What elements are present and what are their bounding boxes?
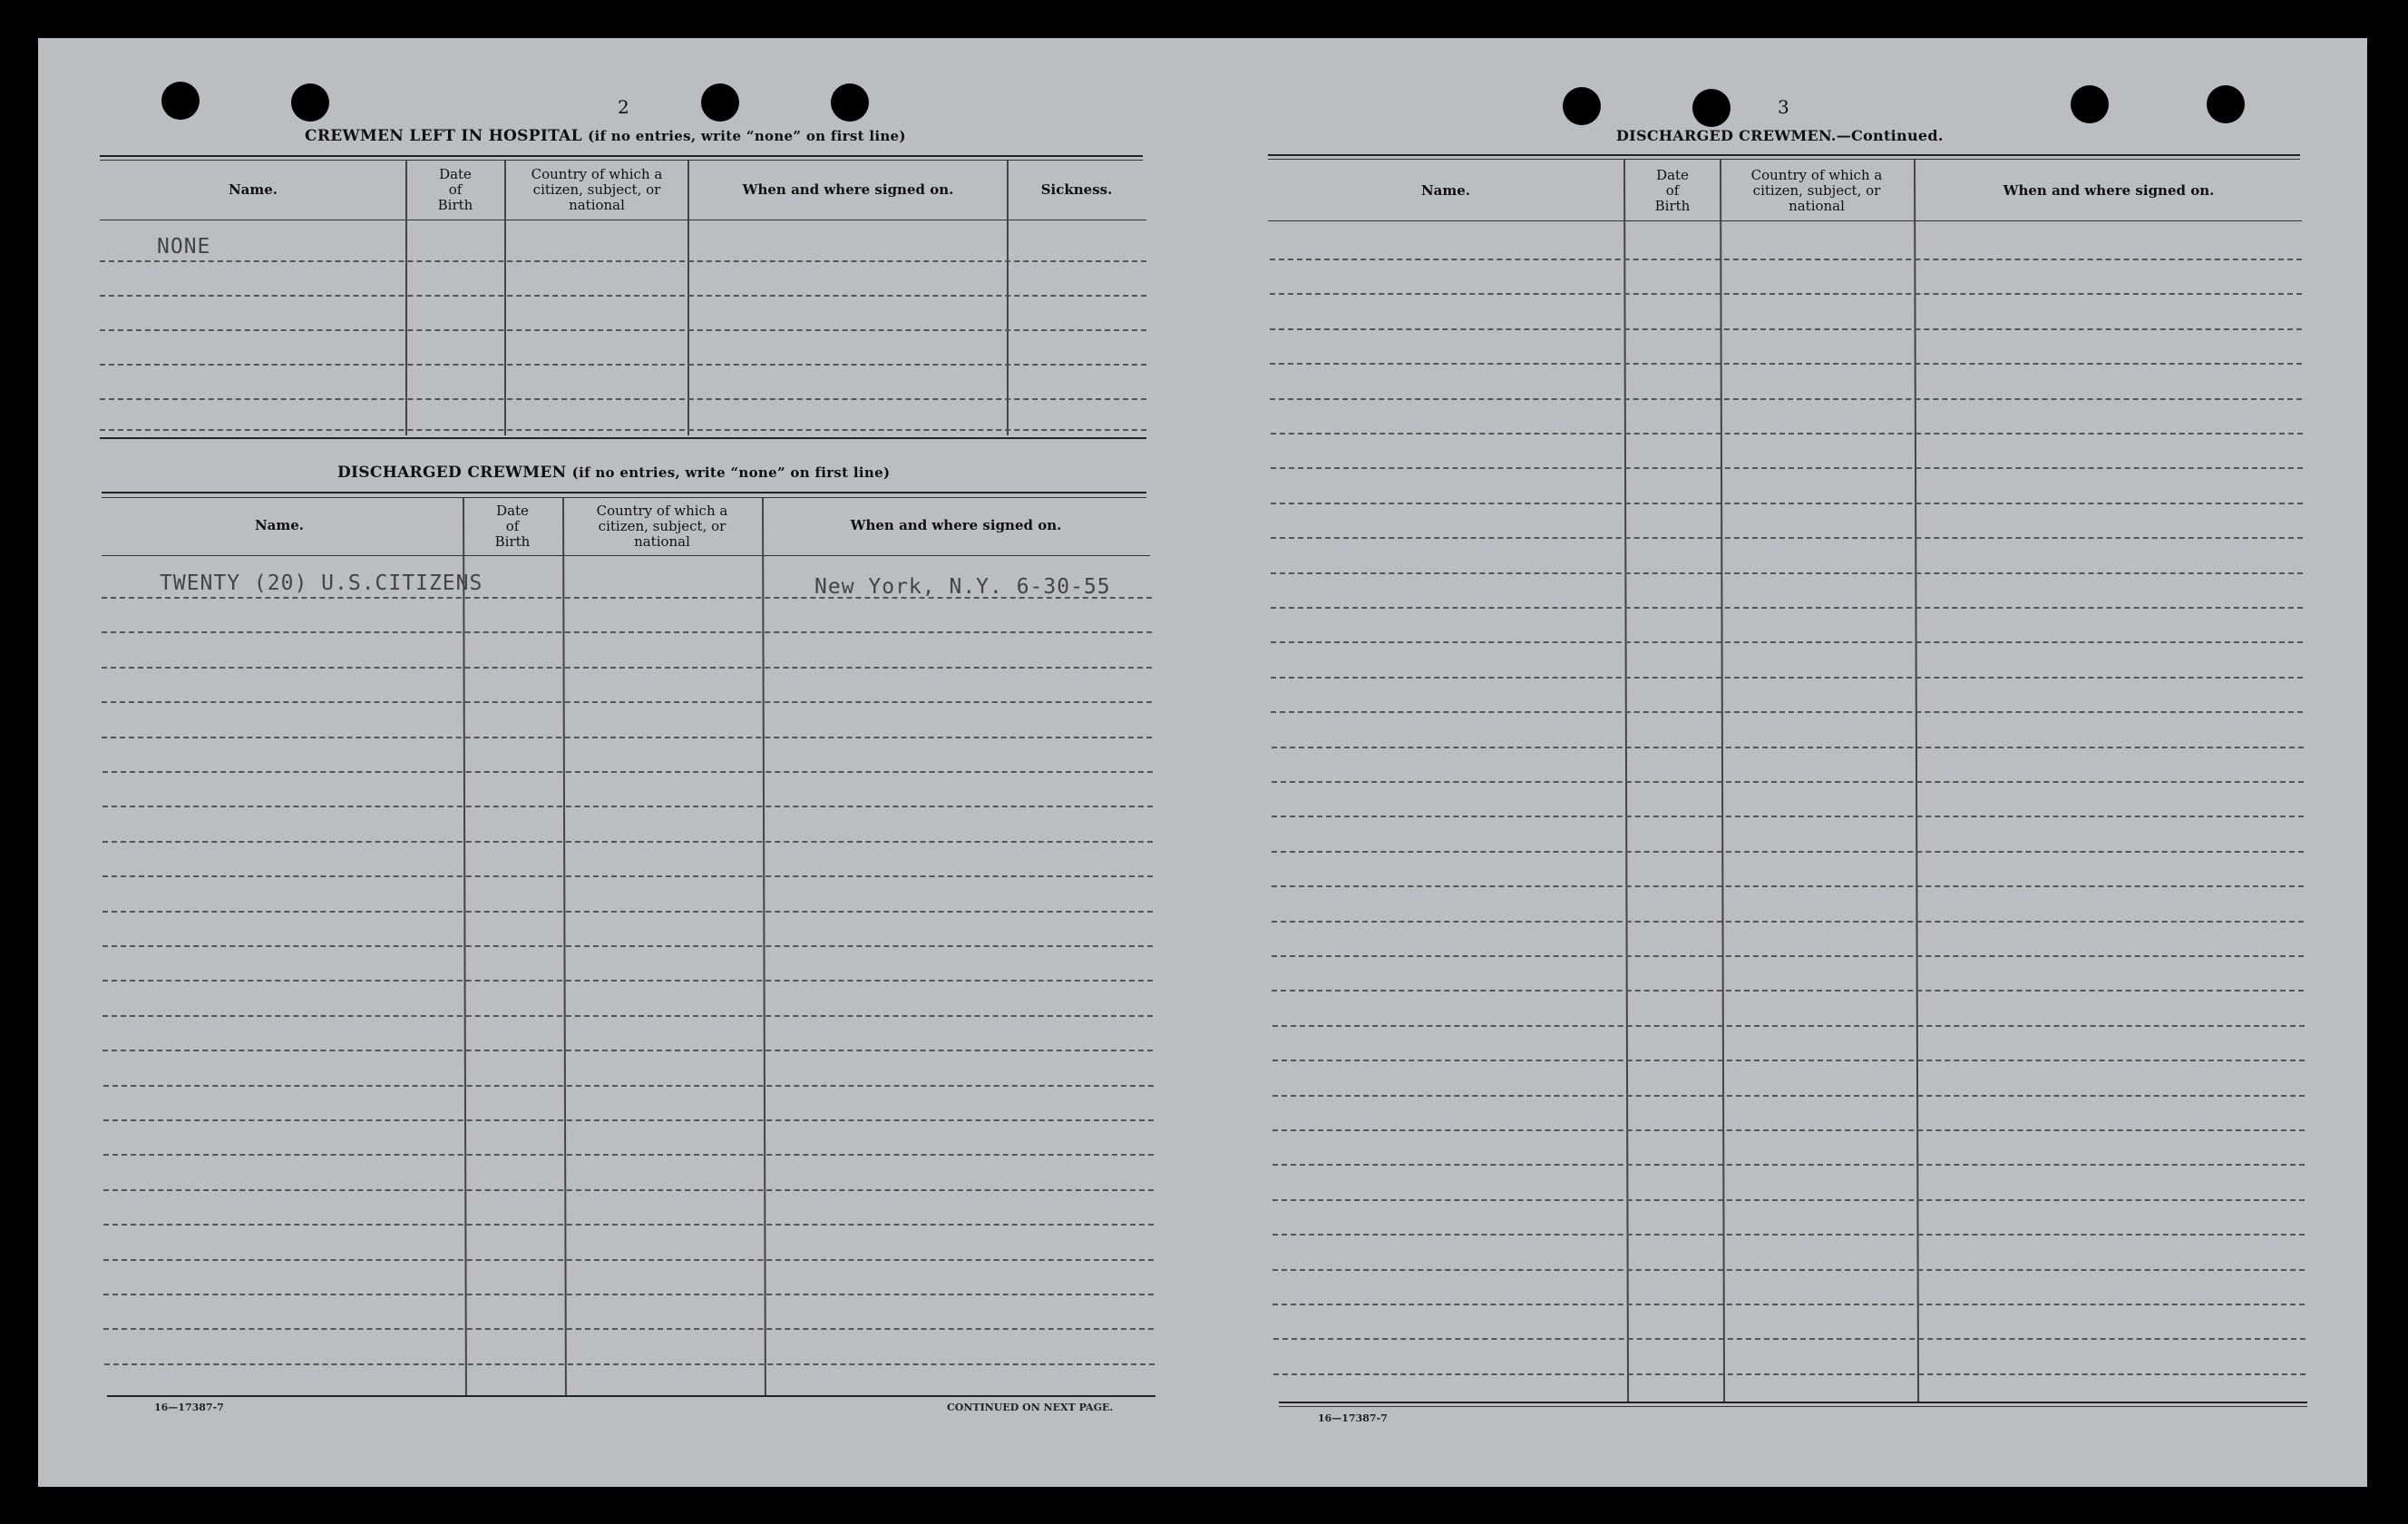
entry-line xyxy=(103,1085,1154,1087)
col-header-dob: Date of Birth xyxy=(437,166,473,213)
col-header-signed-on: When and where signed on. xyxy=(742,181,954,198)
col-divider xyxy=(405,161,407,435)
punch-hole xyxy=(2207,85,2245,123)
entry-line xyxy=(1270,328,2302,330)
page-number-right: 3 xyxy=(1778,96,1789,118)
punch-hole xyxy=(2071,85,2109,123)
entry-line xyxy=(100,329,1146,331)
entry-line xyxy=(1272,1164,2305,1166)
entry-line xyxy=(102,980,1153,982)
entry-line xyxy=(102,875,1153,877)
rule xyxy=(100,160,1143,161)
entry-line xyxy=(1272,990,2304,992)
entry-line xyxy=(1272,816,2304,817)
entry-line xyxy=(102,771,1153,773)
col-header-country: Country of which a citizen, subject, or national xyxy=(531,166,663,213)
entry-line xyxy=(1270,293,2302,295)
col-header-name: Name. xyxy=(228,181,278,198)
entry-line xyxy=(102,701,1152,703)
entry-line xyxy=(104,1363,1155,1365)
entry-line xyxy=(100,429,1146,431)
punch-hole xyxy=(1692,89,1730,127)
col-header-dob: Date of Birth xyxy=(494,503,531,550)
punch-hole xyxy=(1563,87,1601,125)
entry-line xyxy=(102,737,1152,738)
entry-line xyxy=(103,1154,1154,1156)
col-header-dob: Date of Birth xyxy=(1654,167,1691,214)
entry-line xyxy=(102,806,1153,807)
col-header-name: Name. xyxy=(254,517,305,533)
rule xyxy=(100,155,1143,157)
rule xyxy=(100,437,1146,439)
rule xyxy=(102,492,1146,493)
entry-line xyxy=(1270,363,2302,365)
entry-line xyxy=(1272,1304,2305,1305)
entry-line xyxy=(1272,1269,2305,1271)
entry-line xyxy=(1270,398,2302,400)
col-divider xyxy=(1007,161,1009,435)
entry-line xyxy=(1273,1373,2306,1375)
discharged-entry-name: TWENTY (20) U.S.CITIZENS xyxy=(160,572,483,595)
entry-line xyxy=(1271,711,2303,713)
col-header-sickness: Sickness. xyxy=(1040,181,1113,198)
entry-line xyxy=(1272,1060,2305,1061)
entry-line xyxy=(1271,572,2303,574)
rule xyxy=(102,555,1150,556)
entry-line xyxy=(100,364,1146,366)
rule xyxy=(1268,154,2300,156)
col-divider xyxy=(504,161,506,435)
entry-line xyxy=(1273,1338,2306,1340)
punch-hole xyxy=(161,82,200,120)
entry-line xyxy=(1271,607,2303,609)
col-header-signed-on: When and where signed on. xyxy=(2003,182,2215,199)
rule xyxy=(102,497,1146,498)
entry-line xyxy=(102,1050,1153,1051)
entry-line xyxy=(100,295,1146,297)
entry-line xyxy=(1271,641,2303,643)
rule xyxy=(107,1395,1155,1397)
entry-line xyxy=(1272,1199,2305,1201)
entry-line xyxy=(1272,921,2304,923)
entry-line xyxy=(102,1015,1153,1017)
hospital-title-note: (if no entries, write “none” on first line) xyxy=(588,128,906,144)
entry-line xyxy=(1272,955,2304,957)
entry-line xyxy=(1271,433,2303,435)
entry-line xyxy=(103,1294,1154,1295)
form-number-right: 16—17387-7 xyxy=(1318,1412,1388,1424)
entry-line xyxy=(1272,885,2304,887)
continued-note: CONTINUED ON NEXT PAGE. xyxy=(947,1402,1114,1413)
entry-line xyxy=(102,841,1153,843)
rule xyxy=(1279,1406,2307,1407)
entry-line xyxy=(1272,851,2304,853)
punch-hole xyxy=(831,83,869,122)
entry-line xyxy=(1272,781,2304,783)
entry-line xyxy=(103,1224,1154,1226)
entry-line xyxy=(103,1189,1154,1191)
col-divider xyxy=(687,161,689,435)
entry-line xyxy=(1272,747,2304,748)
entry-line xyxy=(1272,1095,2305,1097)
discharged-title-text: DISCHARGED CREWMEN xyxy=(337,464,567,482)
hospital-title-text: CREWMEN LEFT IN HOSPITAL xyxy=(305,127,582,145)
hospital-section-title xyxy=(305,127,906,145)
entry-line xyxy=(1271,537,2303,539)
punch-hole xyxy=(291,83,329,122)
rule xyxy=(1279,1402,2307,1403)
col-header-name: Name. xyxy=(1420,182,1471,199)
page-number-left: 2 xyxy=(618,96,629,118)
form-number-left: 16—17387-7 xyxy=(154,1402,224,1413)
discharged-title-note: (if no entries, write “none” on first line) xyxy=(571,464,891,481)
rule xyxy=(1268,159,2300,160)
entry-line xyxy=(1270,259,2302,260)
entry-line xyxy=(100,260,1146,262)
entry-line xyxy=(103,1119,1154,1121)
right-section-title: DISCHARGED CREWMEN.—Continued. xyxy=(1616,127,1944,144)
punch-hole xyxy=(701,83,739,122)
col-header-country: Country of which a citizen, subject, or national xyxy=(596,503,728,550)
entry-line xyxy=(103,1328,1154,1330)
entry-line xyxy=(102,667,1152,669)
col-header-signed-on: When and where signed on. xyxy=(850,517,1062,533)
entry-line xyxy=(102,945,1153,947)
discharged-section-title xyxy=(337,464,890,482)
entry-line xyxy=(103,1259,1154,1261)
entry-line xyxy=(1271,467,2303,469)
entry-line xyxy=(1272,1025,2305,1027)
entry-line xyxy=(102,911,1153,913)
rule xyxy=(1268,220,2302,221)
entry-line xyxy=(100,398,1146,400)
discharged-entry-signed-on: New York, N.Y. 6-30-55 xyxy=(814,575,1111,599)
entry-line xyxy=(1271,503,2303,504)
entry-line xyxy=(1272,1129,2305,1131)
col-header-country: Country of which a citizen, subject, or national xyxy=(1750,167,1883,214)
entry-line xyxy=(1272,1234,2305,1236)
hospital-entry: NONE xyxy=(157,235,211,259)
entry-line xyxy=(102,631,1152,633)
entry-line xyxy=(1271,677,2303,679)
